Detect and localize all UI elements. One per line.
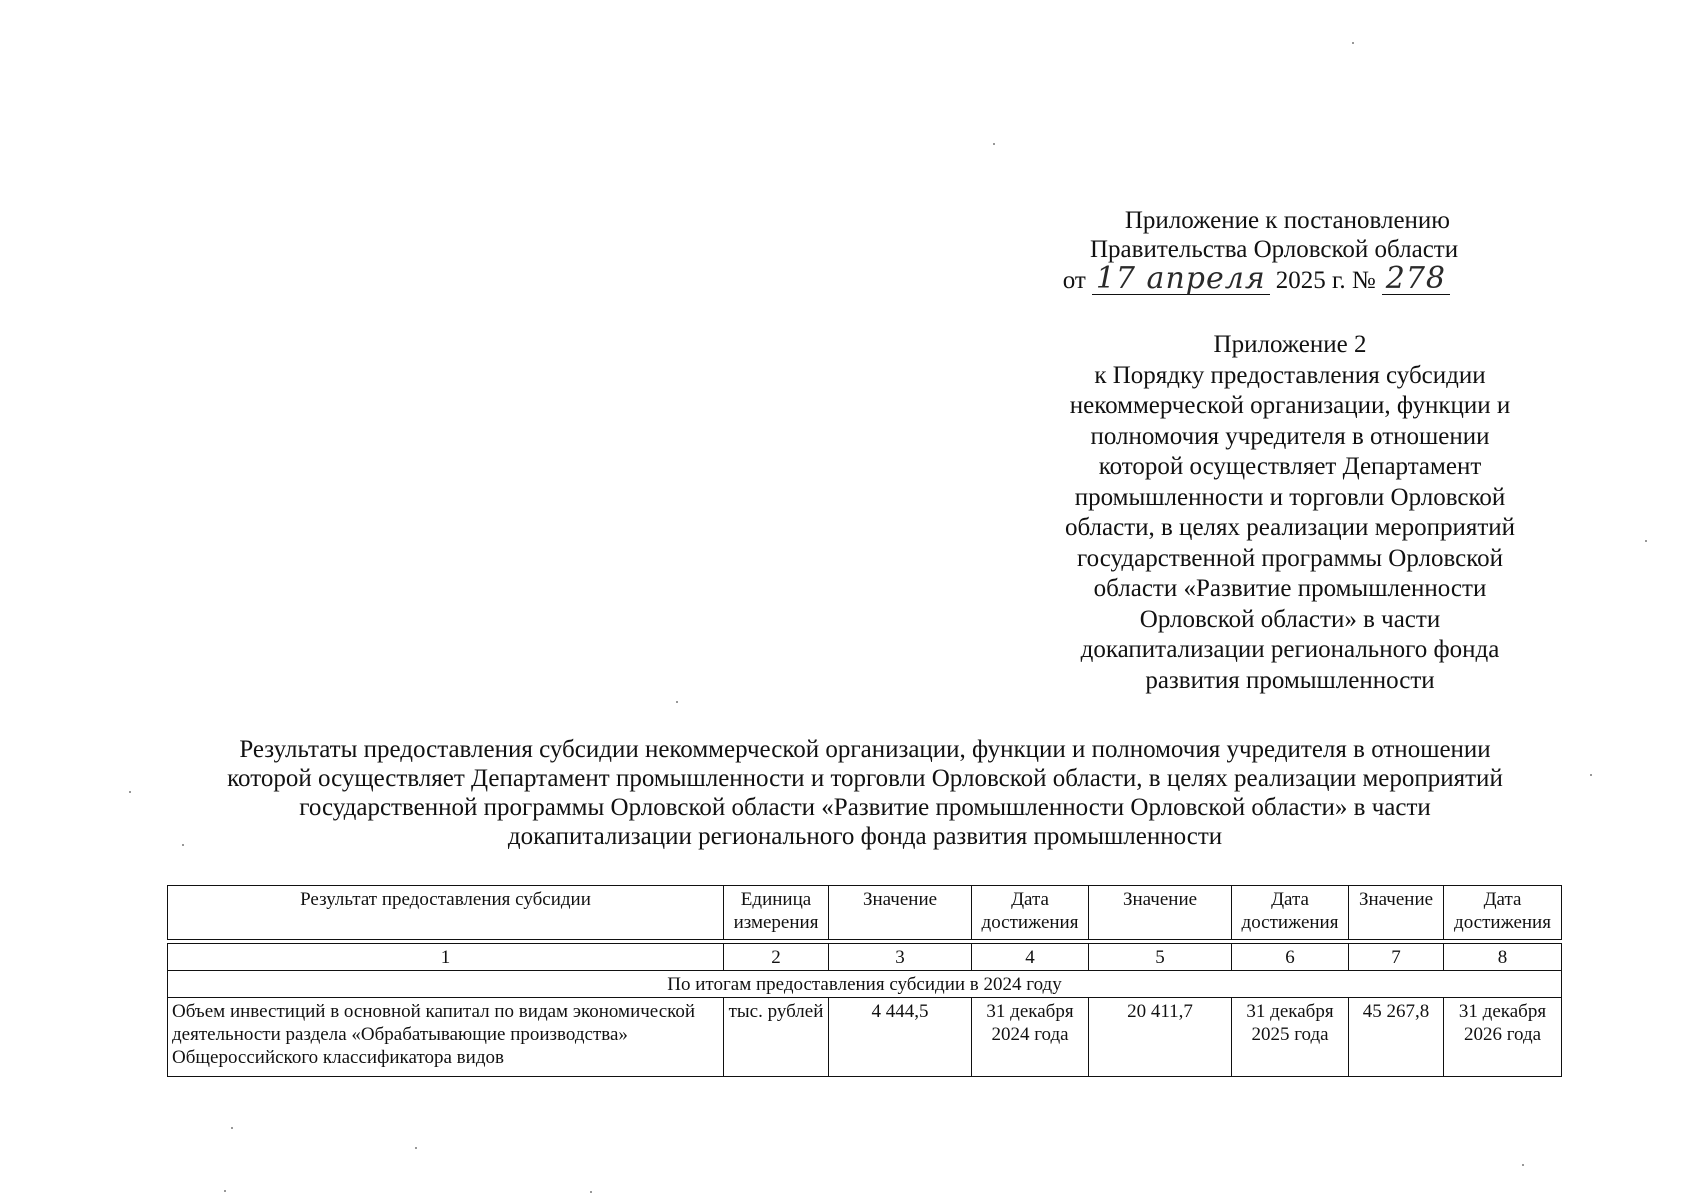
appendix-header-line-1: Приложение к постановлению <box>1124 207 1450 234</box>
appendix-2-line: Орловской области» в части <box>1139 605 1441 633</box>
table-header-cell: Дата достижения <box>1444 886 1562 940</box>
date-cell: 31 декабря 2025 года <box>1232 998 1349 1077</box>
table-header-cell: Значение <box>1349 886 1444 940</box>
column-number-cell: 5 <box>1089 944 1232 971</box>
unit-cell: тыс. рублей <box>724 998 829 1077</box>
value-cell: 20 411,7 <box>1089 998 1232 1077</box>
appendix-header <box>1062 206 1459 296</box>
column-number-cell: 1 <box>168 944 724 971</box>
table-header-cell: Результат предоставления субсидии <box>168 886 724 940</box>
appendix-2-line: промышленности и торговли Орловской <box>1074 483 1506 511</box>
value-cell: 4 444,5 <box>829 998 972 1077</box>
appendix-2-line: докапитализации регионального фонда <box>1080 636 1500 663</box>
appendix-2-line: области, в целях реализации мероприятий <box>1064 514 1516 541</box>
appendix-2-line: полномочия учредителя в отношении <box>1090 422 1490 450</box>
document-title-line: докапитализации регионального фонда развития промышленности <box>507 823 1223 850</box>
column-number-row <box>168 944 1562 971</box>
appendix-2-line: Приложение 2 <box>1213 331 1367 358</box>
year-number-label: 2025 г. № <box>1275 267 1376 294</box>
appendix-header-line-2: Правительства Орловской области <box>1090 236 1459 263</box>
appendix-2-line: некоммерческой организации, функции и <box>1069 392 1511 419</box>
document-title <box>150 735 1580 851</box>
appendix-2-line: области «Развитие промышленности <box>1093 575 1487 602</box>
scan-speck <box>1645 540 1647 542</box>
scan-speck <box>182 844 184 846</box>
value-cell: 45 267,8 <box>1349 998 1444 1077</box>
scan-speck <box>224 1190 226 1192</box>
table-header-row <box>168 886 1562 940</box>
column-number-cell: 2 <box>724 944 829 971</box>
result-cell: Объем инвестиций в основной капитал по видам экономической деятельности раздела «Обрабатывающие производства» Общероссийского классификатора видов <box>168 998 724 1077</box>
scan-speck <box>993 143 995 145</box>
appendix-2-block <box>1055 330 1525 696</box>
column-number-cell: 8 <box>1444 944 1562 971</box>
scan-speck <box>129 791 131 793</box>
scan-speck <box>1352 42 1354 44</box>
section-label: По итогам предоставления субсидии в 2024 году <box>168 971 1562 998</box>
column-number-cell: 3 <box>829 944 972 971</box>
column-number-cell: 7 <box>1349 944 1444 971</box>
results-table <box>167 885 1562 1077</box>
handwritten-number: 278 <box>1382 264 1450 295</box>
column-number-cell: 6 <box>1232 944 1349 971</box>
scan-speck <box>590 1191 592 1193</box>
date-cell: 31 декабря 2024 года <box>972 998 1089 1077</box>
scan-speck <box>1522 1164 1524 1166</box>
appendix-header-date-line <box>1062 261 1450 296</box>
table-header-cell: Дата достижения <box>972 886 1089 940</box>
scan-speck <box>676 701 678 703</box>
date-cell: 31 декабря 2026 года <box>1444 998 1562 1077</box>
section-row <box>168 971 1562 998</box>
appendix-2-line: к Порядку предоставления субсидии <box>1094 361 1486 389</box>
table-header-cell: Единица измерения <box>724 886 829 940</box>
date-prefix: от <box>1062 267 1086 294</box>
table-header-cell: Значение <box>829 886 972 940</box>
column-number-cell: 4 <box>972 944 1089 971</box>
table-header-cell: Дата достижения <box>1232 886 1349 940</box>
scan-speck <box>231 1127 233 1129</box>
document-title-line: которой осуществляет Департамент промышленности и торговли Орловской области, в целях реализации мероприятий <box>227 765 1503 792</box>
scan-speck <box>415 1147 417 1149</box>
table-row <box>168 998 1562 1077</box>
appendix-2-line: государственной программы Орловской <box>1076 544 1504 572</box>
handwritten-date: 17 апреля <box>1092 264 1270 295</box>
appendix-2-line: которой осуществляет Департамент <box>1098 453 1482 480</box>
appendix-2-line: развития промышленности <box>1145 666 1435 694</box>
document-title-line: Результаты предоставления субсидии некоммерческой организации, функции и полномочия учредителя в отношении <box>239 736 1491 763</box>
scan-speck <box>1590 774 1592 776</box>
document-title-line: государственной программы Орловской области «Развитие промышленности Орловской области» в части <box>299 794 1431 821</box>
table-header-cell: Значение <box>1089 886 1232 940</box>
